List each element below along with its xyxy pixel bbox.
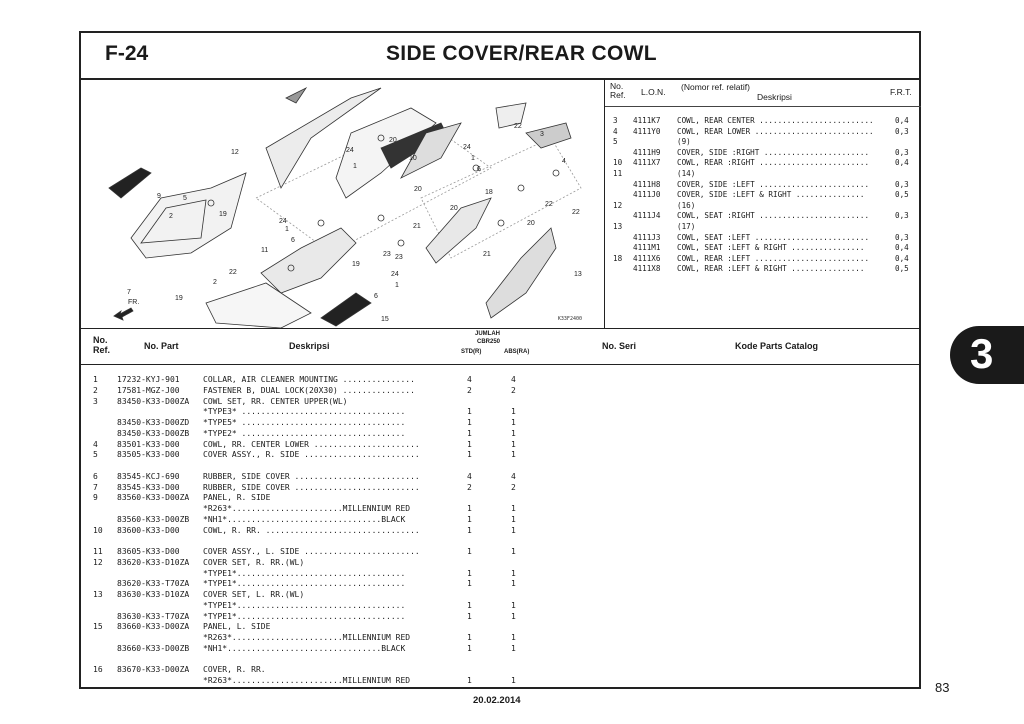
parts-cell-desc: PANEL, R. SIDE — [203, 493, 271, 503]
callout-20b: 20 — [527, 220, 535, 227]
col-header-deskripsi: Deskripsi — [289, 341, 330, 351]
parts-cell-std: 1 — [467, 428, 472, 438]
parts-cell-ref: 13 — [93, 590, 103, 599]
parts-cell-part: 83450-K33-D00ZA — [117, 396, 190, 406]
ref-cell-frt: 0,3 — [895, 126, 909, 136]
parts-cell-part: 83630-K33-D10ZA — [117, 590, 190, 599]
parts-row — [81, 644, 919, 655]
parts-cell-part: 83620-K33-T70ZA — [117, 579, 190, 589]
parts-row — [81, 483, 919, 494]
diagram-code: K33F2400 — [557, 316, 582, 322]
parts-row — [81, 590, 919, 601]
parts-row — [81, 569, 919, 580]
col-header-jumlah: JUMLAH — [475, 331, 500, 337]
parts-cell-ref: 10 — [93, 525, 103, 535]
parts-cell-desc: COWL, R. RR. ................................ — [203, 525, 420, 535]
callout-3: 3 — [540, 131, 544, 138]
page-number: 83 — [935, 680, 950, 695]
callout-20c: 20 — [450, 205, 458, 212]
parts-cell-desc: COVER SET, R. RR.(WL) — [203, 557, 305, 567]
ref-row — [605, 264, 921, 275]
ref-cell-lon: 4111H9 — [633, 147, 661, 157]
ref-row — [605, 190, 921, 201]
ref-header-nomor: (Nomor ref. relatif) — [681, 82, 750, 92]
parts-row — [81, 472, 919, 483]
ref-cell-desc: (16) — [677, 200, 696, 210]
ref-cell-lon: 4111H8 — [633, 179, 661, 189]
fastener-22b — [553, 170, 559, 176]
ref-row — [605, 169, 921, 180]
ref-cell-ref: 4 — [613, 126, 618, 136]
ref-cell-desc: COWL, REAR CENTER ......................... — [677, 116, 874, 125]
catalog-page-frame — [79, 31, 921, 689]
ref-header-no: No. Ref. — [610, 81, 626, 100]
parts-cell-desc: *R263*.......................MILLENNIUM RED — [203, 633, 411, 642]
parts-cell-part: 17581-MGZ-J00 — [117, 385, 180, 395]
ref-cell-desc: COWL, REAR :LEFT ......................... — [677, 253, 870, 263]
front-arrow-icon — [114, 308, 133, 320]
ref-cell-desc: (17) — [677, 221, 696, 231]
parts-row — [81, 601, 919, 612]
parts-cell-abs: 1 — [511, 643, 516, 653]
parts-row — [81, 558, 919, 569]
parts-cell-std: 2 — [467, 385, 472, 395]
parts-cell-desc: COVER ASSY., L. SIDE ........................ — [203, 547, 420, 556]
parts-cell-std: 1 — [467, 418, 472, 427]
parts-row — [81, 407, 919, 418]
parts-cell-part: 83660-K33-D00ZA — [117, 622, 190, 632]
parts-row — [81, 504, 919, 515]
ref-cell-frt: 0,3 — [895, 179, 909, 189]
ref-cell-desc: COWL, REAR :LEFT & RIGHT ................ — [677, 264, 865, 274]
parts-cell-abs: 2 — [511, 385, 516, 395]
callout-6c: 6 — [374, 293, 378, 300]
section-tab-number: 3 — [970, 330, 994, 377]
parts-cell-desc: *TYPE1*................................... — [203, 611, 406, 621]
parts-cell-desc: COVER SET, L. RR.(WL) — [203, 590, 305, 599]
parts-row — [81, 612, 919, 623]
ref-cell-frt: 0,4 — [895, 116, 909, 125]
parts-cell-std: 1 — [467, 450, 472, 460]
parts-cell-desc: COVER, R. RR. — [203, 665, 266, 675]
ref-row — [605, 127, 921, 138]
ref-cell-frt: 0,3 — [895, 232, 909, 242]
ref-row — [605, 211, 921, 222]
ref-cell-desc: COVER, SIDE :LEFT & RIGHT ............... — [677, 190, 865, 200]
parts-cell-part: 83545-KCJ-690 — [117, 471, 180, 481]
parts-row — [81, 375, 919, 386]
callout-13: 13 — [574, 271, 582, 278]
ref-header-divider — [605, 106, 921, 107]
parts-row — [81, 622, 919, 633]
callout-18: 18 — [485, 189, 493, 196]
figure-code: F-24 — [105, 42, 149, 65]
callout-19b: 19 — [352, 261, 360, 268]
fastener-24 — [398, 240, 404, 246]
ref-row — [605, 243, 921, 254]
parts-cell-ref: 11 — [93, 547, 103, 556]
page-header — [81, 33, 919, 80]
parts-cell-part: 83660-K33-D00ZB — [117, 643, 190, 653]
ref-row — [605, 148, 921, 159]
ref-cell-ref: 3 — [613, 116, 618, 125]
col-header-no-ref: No. Ref. — [93, 335, 111, 355]
callout-19: 19 — [219, 211, 227, 218]
callout-1b: 1 — [471, 155, 475, 162]
ref-header-deskripsi: Deskripsi — [757, 92, 792, 102]
parts-cell-part: 83670-K33-D00ZA — [117, 665, 190, 675]
parts-cell-desc: PANEL, L. SIDE — [203, 622, 271, 632]
callout-24b: 24 — [463, 144, 471, 151]
ref-cell-lon: 4111Y0 — [633, 126, 661, 136]
parts-cell-desc: *TYPE1*................................... — [203, 600, 406, 610]
ref-row — [605, 158, 921, 169]
parts-cell-abs: 1 — [511, 525, 516, 535]
parts-cell-ref: 6 — [93, 471, 98, 481]
parts-cell-abs: 1 — [511, 676, 516, 685]
parts-cell-ref: 7 — [93, 482, 98, 492]
exploded-parts-diagram — [81, 78, 605, 328]
part-4-bracket — [526, 123, 571, 148]
parts-cell-ref: 16 — [93, 665, 103, 675]
ref-row — [605, 180, 921, 191]
ref-cell-desc: COWL, SEAT :RIGHT ........................ — [677, 211, 870, 221]
ref-cell-ref: 13 — [613, 221, 623, 231]
fastener-19b — [378, 215, 384, 221]
callout-1: 1 — [353, 163, 357, 170]
ref-cell-lon: 4111M1 — [633, 243, 661, 253]
col-header-kode: Kode Parts Catalog — [735, 341, 819, 351]
parts-cell-std: 1 — [467, 579, 472, 589]
callout-2: 2 — [169, 213, 173, 220]
ref-cell-lon: 4111J3 — [633, 232, 661, 242]
parts-cell-std: 1 — [467, 547, 472, 556]
callout-21: 21 — [413, 223, 421, 230]
parts-row — [81, 526, 919, 537]
ref-cell-lon: 4111X7 — [633, 158, 661, 168]
parts-cell-std: 4 — [467, 375, 472, 384]
parts-cell-part: 83505-K33-D00 — [117, 450, 180, 460]
callout-9: 9 — [157, 193, 161, 200]
parts-cell-ref: 2 — [93, 385, 98, 395]
parts-cell-abs: 4 — [511, 375, 516, 384]
ref-header-frt: F.R.T. — [890, 87, 912, 97]
parts-cell-abs: 1 — [511, 514, 516, 524]
ref-row — [605, 254, 921, 265]
part-7-base-panel — [206, 283, 311, 328]
parts-cell-abs: 1 — [511, 407, 516, 417]
parts-cell-ref: 1 — [93, 375, 98, 384]
parts-cell-part: 83600-K33-D00 — [117, 525, 180, 535]
callout-6: 6 — [477, 166, 481, 173]
parts-cell-part: 83630-K33-T70ZA — [117, 611, 190, 621]
callout-1c: 1 — [285, 226, 289, 233]
fastener-21b — [498, 220, 504, 226]
callout-15: 15 — [381, 316, 389, 323]
parts-cell-abs: 1 — [511, 439, 516, 449]
parts-cell-desc: RUBBER, SIDE COVER .......................... — [203, 471, 420, 481]
parts-cell-desc: COVER ASSY., R. SIDE ........................ — [203, 450, 420, 460]
ref-cell-lon: 4111J0 — [633, 190, 661, 200]
parts-cell-abs: 1 — [511, 611, 516, 621]
parts-cell-ref: 15 — [93, 622, 103, 632]
ref-cell-frt: 0,4 — [895, 243, 909, 253]
ref-cell-frt: 0,3 — [895, 211, 909, 221]
part-5-side-cover — [131, 173, 246, 258]
ref-cell-desc: COVER, SIDE :LEFT ........................ — [677, 179, 870, 189]
part-12-trim — [286, 88, 306, 103]
parts-cell-abs: 1 — [511, 428, 516, 438]
callout-19c: 19 — [175, 295, 183, 302]
callout-2b: 2 — [213, 279, 217, 286]
callout-10: 10 — [409, 155, 417, 162]
parts-cell-desc: *R263*.......................MILLENNIUM RED — [203, 676, 411, 685]
callout-5: 5 — [183, 195, 187, 202]
callout-1d: 1 — [395, 282, 399, 289]
parts-cell-desc: FASTENER B, DUAL LOCK(20X30) ............... — [203, 385, 415, 395]
ref-cell-ref: 12 — [613, 200, 623, 210]
ref-cell-ref: 5 — [613, 137, 618, 147]
ref-rows — [605, 116, 921, 275]
parts-cell-part: 83545-K33-D00 — [117, 482, 180, 492]
parts-cell-desc: COLLAR, AIR CLEANER MOUNTING ............... — [203, 375, 415, 384]
ref-cell-lon: 4111J4 — [633, 211, 661, 221]
parts-cell-std: 1 — [467, 514, 472, 524]
section-tab — [950, 326, 1024, 384]
parts-row — [81, 450, 919, 461]
parts-row — [81, 429, 919, 440]
parts-cell-std: 1 — [467, 600, 472, 610]
ref-cell-desc: COWL, REAR :RIGHT ........................ — [677, 158, 870, 168]
parts-row — [81, 579, 919, 590]
ref-cell-ref: 18 — [613, 253, 623, 263]
parts-cell-part: 17232-KYJ-901 — [117, 375, 180, 384]
callout-23: 23 — [383, 251, 391, 258]
col-header-no-part: No. Part — [144, 341, 179, 351]
callout-22c: 22 — [572, 209, 580, 216]
parts-cell-ref: 5 — [93, 450, 98, 460]
callout-22: 22 — [514, 123, 522, 130]
parts-cell-part: 83620-K33-D10ZA — [117, 557, 190, 567]
parts-cell-std: 1 — [467, 611, 472, 621]
parts-cell-abs: 2 — [511, 482, 516, 492]
parts-cell-abs: 1 — [511, 600, 516, 610]
parts-cell-std: 1 — [467, 407, 472, 417]
ref-cell-lon: 4111K7 — [633, 116, 661, 125]
callout-22d: 22 — [229, 269, 237, 276]
parts-cell-std: 1 — [467, 676, 472, 685]
parts-row — [81, 515, 919, 526]
parts-cell-part: 83560-K33-D00ZB — [117, 514, 190, 524]
parts-cell-part: 83605-K33-D00 — [117, 547, 180, 556]
parts-cell-ref: 9 — [93, 493, 98, 503]
parts-cell-part: 83560-K33-D00ZA — [117, 493, 190, 503]
callout-6b: 6 — [291, 237, 295, 244]
parts-row — [81, 418, 919, 429]
callout-24c: 24 — [279, 218, 287, 225]
ref-cell-frt: 0,4 — [895, 253, 909, 263]
parts-cell-std: 2 — [467, 482, 472, 492]
parts-cell-abs: 1 — [511, 504, 516, 513]
callout-4: 4 — [562, 158, 566, 165]
parts-row — [81, 676, 919, 687]
ref-cell-ref: 11 — [613, 168, 623, 178]
ref-cell-lon: 4111X6 — [633, 253, 661, 263]
callout-20d: 20 — [414, 186, 422, 193]
parts-cell-desc: *TYPE1*................................... — [203, 579, 406, 589]
part-13-side-cowl — [486, 228, 556, 318]
callout-22b: 22 — [545, 201, 553, 208]
parts-row — [81, 633, 919, 644]
col-header-model: CBR250 — [477, 339, 501, 345]
parts-cell-abs: 1 — [511, 633, 516, 642]
parts-cell-desc: COWL, RR. CENTER LOWER ...................... — [203, 439, 420, 449]
parts-row — [81, 665, 919, 676]
callout-24d: 24 — [391, 271, 399, 278]
parts-cell-desc: *NH1*................................BLACK — [203, 643, 406, 653]
parts-cell-desc: *TYPE1*................................... — [203, 568, 406, 578]
parts-cell-std: 1 — [467, 643, 472, 653]
parts-cell-desc: *TYPE3* .................................. — [203, 407, 406, 417]
col-header-no-seri: No. Seri — [602, 341, 637, 351]
parts-cell-part: 83501-K33-D00 — [117, 439, 180, 449]
ref-cell-frt: 0,4 — [895, 158, 909, 168]
parts-cell-part: 83450-K33-D00ZB — [117, 428, 190, 438]
page-title: SIDE COVER/REAR COWL — [386, 42, 657, 65]
part-11-cover — [261, 228, 356, 293]
parts-row — [81, 440, 919, 451]
ref-cell-desc: COWL, REAR LOWER .......................... — [677, 126, 874, 136]
callout-11: 11 — [261, 247, 269, 254]
parts-cell-ref: 12 — [93, 557, 103, 567]
parts-cell-std: 1 — [467, 525, 472, 535]
parts-list-header — [81, 328, 919, 365]
ref-cell-ref: 10 — [613, 158, 623, 168]
exploded-diagram-drawing — [81, 78, 603, 328]
parts-cell-desc: *TYPE5* .................................. — [203, 418, 406, 427]
part-9-panel — [109, 168, 151, 198]
parts-cell-std: 1 — [467, 439, 472, 449]
callout-7: 7 — [127, 289, 131, 296]
ref-cell-desc: COWL, SEAT :LEFT & RIGHT ................ — [677, 243, 865, 253]
parts-cell-abs: 1 — [511, 547, 516, 556]
parts-cell-std: 1 — [467, 568, 472, 578]
parts-cell-desc: *TYPE2* .................................. — [203, 428, 406, 438]
part-15-panel — [321, 293, 371, 326]
parts-cell-std: 1 — [467, 504, 472, 513]
reference-table — [605, 78, 921, 328]
callout-20: 20 — [389, 137, 397, 144]
ref-cell-desc: COVER, SIDE :RIGHT ....................... — [677, 147, 870, 157]
parts-cell-abs: 1 — [511, 418, 516, 427]
ref-cell-lon: 4111X8 — [633, 264, 661, 274]
parts-cell-desc: RUBBER, SIDE COVER .......................... — [203, 482, 420, 492]
parts-cell-part: 83450-K33-D00ZD — [117, 418, 190, 427]
parts-cell-std: 1 — [467, 633, 472, 642]
fastener-20 — [518, 185, 524, 191]
parts-cell-ref: 4 — [93, 439, 98, 449]
parts-cell-abs: 4 — [511, 471, 516, 481]
parts-cell-desc: *NH1*................................BLACK — [203, 514, 406, 524]
callout-fr: FR. — [128, 299, 140, 306]
callout-24: 24 — [346, 147, 354, 154]
parts-row — [81, 397, 919, 408]
col-header-std: STD(R) — [461, 349, 482, 355]
ref-cell-desc: COWL, SEAT :LEFT ......................... — [677, 232, 870, 242]
ref-cell-frt: 0,3 — [895, 147, 909, 157]
parts-row — [81, 493, 919, 504]
callout-23b: 23 — [395, 254, 403, 261]
ref-cell-desc: (14) — [677, 168, 696, 178]
ref-cell-frt: 0,5 — [895, 264, 909, 274]
part-18-cowl — [426, 198, 491, 263]
ref-header-lon: L.O.N. — [641, 87, 666, 97]
ref-row — [605, 116, 921, 127]
ref-row — [605, 222, 921, 233]
ref-row — [605, 201, 921, 212]
parts-cell-abs: 1 — [511, 450, 516, 460]
parts-cell-abs: 1 — [511, 568, 516, 578]
parts-row — [81, 547, 919, 558]
callout-12: 12 — [231, 149, 239, 156]
parts-cell-desc: *R263*.......................MILLENNIUM RED — [203, 504, 411, 513]
parts-cell-std: 4 — [467, 471, 472, 481]
parts-cell-desc: COWL SET, RR. CENTER UPPER(WL) — [203, 396, 348, 406]
ref-cell-desc: (9) — [677, 137, 691, 147]
parts-row — [81, 386, 919, 397]
page-date: 20.02.2014 — [473, 695, 521, 706]
ref-row — [605, 137, 921, 148]
parts-cell-ref: 3 — [93, 396, 98, 406]
parts-cell-abs: 1 — [511, 579, 516, 589]
col-header-abs: ABS(RA) — [504, 349, 530, 355]
fastener-2 — [318, 220, 324, 226]
callout-21b: 21 — [483, 251, 491, 258]
ref-cell-frt: 0,5 — [895, 190, 909, 200]
ref-row — [605, 233, 921, 244]
